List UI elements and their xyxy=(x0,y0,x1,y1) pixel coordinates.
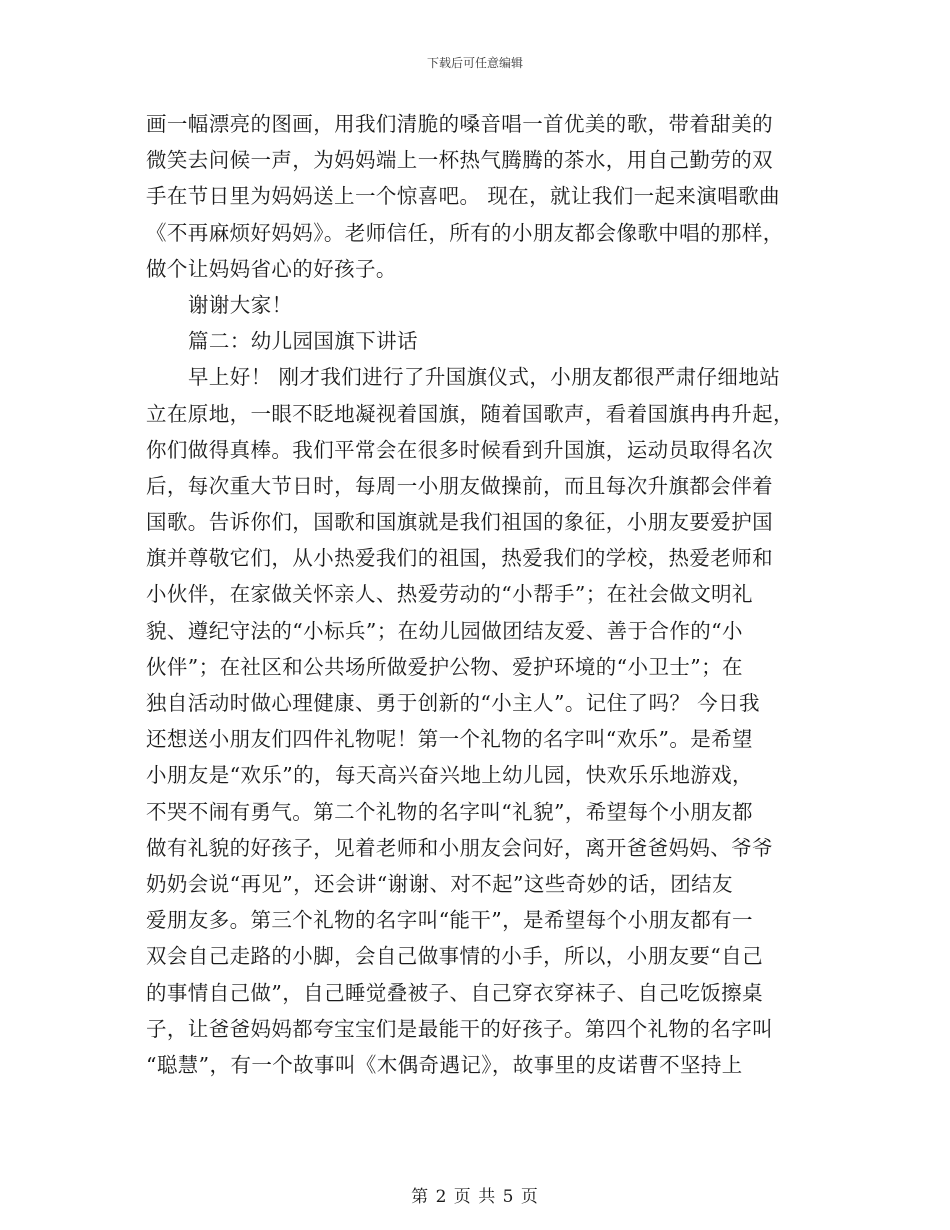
text-line: 还想送小朋友们四件礼物呢！第一个礼物的名字叫“欢乐”。是希望 xyxy=(146,727,753,752)
text-line: 小伙伴，在家做关怀亲人、热爱劳动的“小帮手”；在社会做文明礼 xyxy=(146,582,753,607)
page-footer: 第 2 页 共 5 页 xyxy=(411,1187,539,1207)
text-line: 早上好！ 刚才我们进行了升国旗仪式，小朋友都很严肃仔细地站 xyxy=(188,365,781,390)
text-line: 做个让妈妈省心的好孩子。 xyxy=(146,256,397,281)
text-line: 子，让爸爸妈妈都夸宝宝们是最能干的好孩子。第四个礼物的名字叫 xyxy=(146,1016,773,1041)
text-line: 国歌。告诉你们，国歌和国旗就是我们祖国的象征，小朋友要爱护国 xyxy=(146,510,773,535)
text-line: 立在原地，一眼不眨地凝视着国旗，随着国歌声，看着国旗冉冉升起， xyxy=(146,401,794,426)
text-line: 奶奶会说“再见”，还会讲“谢谢、对不起”这些奇妙的话，团结友 xyxy=(146,871,733,896)
text-line: 做有礼貌的好孩子，见着老师和小朋友会问好，离开爸爸妈妈、爷爷 xyxy=(146,835,773,860)
text-line: 貌、遵纪守法的“小标兵”；在幼儿园做团结友爱、善于合作的“小 xyxy=(146,618,743,643)
text-line: 伙伴”；在社区和公共场所做爱护公物、爱护环境的“小卫士”；在 xyxy=(146,654,743,679)
text-line: 不哭不闹有勇气。第二个礼物的名字叫“礼貌”，希望每个小朋友都 xyxy=(146,799,753,824)
text-line: 微笑去问候一声，为妈妈端上一杯热气腾腾的茶水，用自己勤劳的双 xyxy=(146,148,773,173)
text-line: 独自活动时做心理健康、勇于创新的“小主人”。记住了吗？ 今日我 xyxy=(146,691,760,715)
text-line: 《不再麻烦好妈妈》。老师信任，所有的小朋友都会像歌中唱的那样， xyxy=(146,220,784,245)
text-line: 双会自己走路的小脚，会自己做事情的小手，所以，小朋友要“自己 xyxy=(146,944,763,969)
text-line: 篇二：幼儿园国旗下讲话 xyxy=(188,329,418,354)
page-header: 下载后可任意编辑 xyxy=(426,56,523,70)
text-line: 后，每次重大节日时，每周一小朋友做操前，而且每次升旗都会伴着 xyxy=(146,473,773,498)
text-line: 旗并尊敬它们，从小热爱我们的祖国，热爱我们的学校，热爱老师和 xyxy=(146,546,773,571)
text-line: 你们做得真棒。我们平常会在很多时候看到升国旗，运动员取得名次 xyxy=(146,437,773,462)
text-line: 爱朋友多。第三个礼物的名字叫“能干”，是希望每个小朋友都有一 xyxy=(146,908,753,933)
text-line: 手在节日里为妈妈送上一个惊喜吧。 现在，就让我们一起来演唱歌曲 xyxy=(146,184,780,209)
text-line: “聪慧”，有一个故事叫《木偶奇遇记》，故事里的皮诺曹不坚持上 xyxy=(146,1052,743,1077)
text-line: 小朋友是“欢乐”的，每天高兴奋兴地上幼儿园，快欢乐乐地游戏， xyxy=(146,763,753,788)
text-line: 的事情自己做”，自己睡觉叠被子、自己穿衣穿袜子、自己吃饭擦桌 xyxy=(146,980,763,1005)
text-line: 画一幅漂亮的图画，用我们清脆的嗓音唱一首优美的歌，带着甜美的 xyxy=(146,112,773,136)
text-line: 谢谢大家！ xyxy=(188,292,293,317)
document-body xyxy=(146,106,808,1083)
